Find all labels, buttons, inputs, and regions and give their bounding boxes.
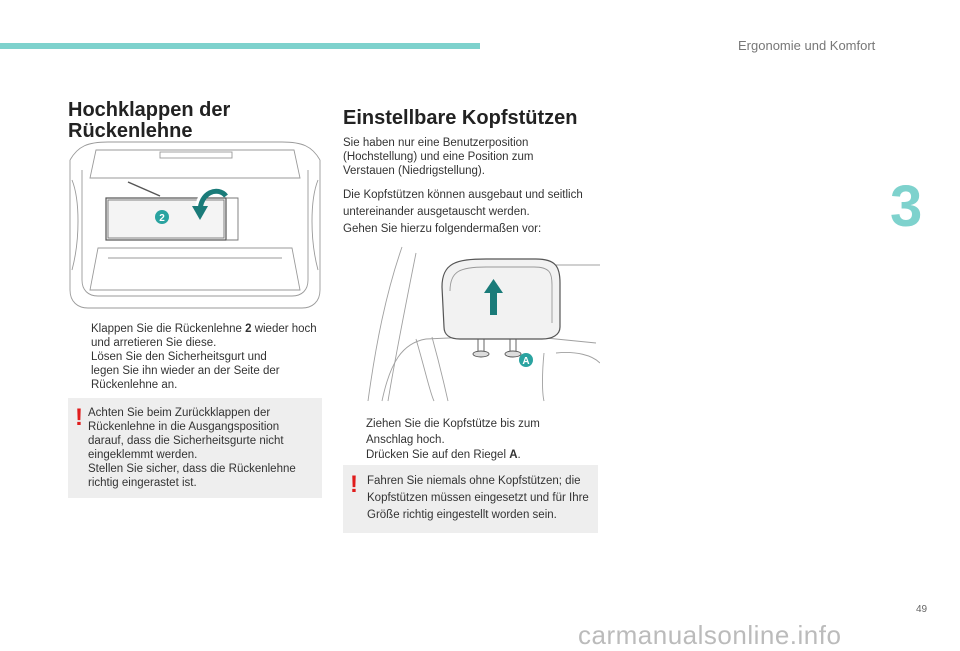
- chapter-color-bar: [0, 43, 480, 49]
- warning-icon: !: [75, 404, 83, 431]
- trunk-seatback-illustration-icon: [68, 140, 322, 312]
- intro-paragraph-removal: Die Kopfstützen können ausgebaut und seitlich untereinander ausgetauscht werden.: [343, 189, 583, 218]
- callout-2: 2: [159, 213, 165, 224]
- bullet-item-seatback-1: Klappen Sie die Rückenlehne 2 wieder hoch und arretieren Sie diese.: [91, 323, 317, 349]
- chapter-title: Ergonomie und Komfort: [738, 38, 876, 53]
- warning-box-seatback: [68, 398, 322, 498]
- section-heading-headrests: Einstellbare Kopfstützen: [343, 107, 578, 129]
- chapter-number: 3: [890, 174, 923, 239]
- headrest-illustration-icon: [346, 243, 600, 403]
- trunk-seatback-figure: [68, 140, 322, 312]
- intro-paragraph-positions: Sie haben nur eine Benutzerposition (Hochstellung) und eine Position zum Verstauen (Niedrigstellung).: [343, 137, 534, 177]
- warning-icon: !: [350, 471, 358, 498]
- warning-text-headrests: Fahren Sie niemals ohne Kopfstützen; die Kopfstützen müssen eingesetzt und für Ihre Größe richtig eingestellt worden sein.: [367, 475, 589, 521]
- intro-paragraph-procedure: Gehen Sie hierzu folgendermaßen vor:: [343, 223, 542, 235]
- headrest-figure: [346, 243, 600, 403]
- watermark: carmanualsonline.info: [578, 620, 842, 650]
- bullet-item-headrest-1: Ziehen Sie die Kopfstütze bis zum Anschlag hoch.: [366, 418, 540, 446]
- callout-a: A: [522, 356, 530, 367]
- bullet-item-headrest-2: Drücken Sie auf den Riegel A.: [366, 449, 521, 461]
- warning-box-headrests: [343, 465, 598, 533]
- section-heading-seatback: Hochklappen der Rückenlehne: [68, 99, 231, 142]
- bullet-item-seatback-2: Lösen Sie den Sicherheitsgurt und legen Sie ihn wieder an der Seite der Rückenlehne an.: [91, 351, 280, 391]
- warning-text-seatback: Achten Sie beim Zurückklappen der Rückenlehne in die Ausgangsposition darauf, dass die Sicherheitsgurte nicht eingeklemmt werden. Stellen Sie sicher, dass die Rückenlehne richtig eingerastet ist.: [88, 407, 296, 489]
- page-number: 49: [916, 604, 928, 615]
